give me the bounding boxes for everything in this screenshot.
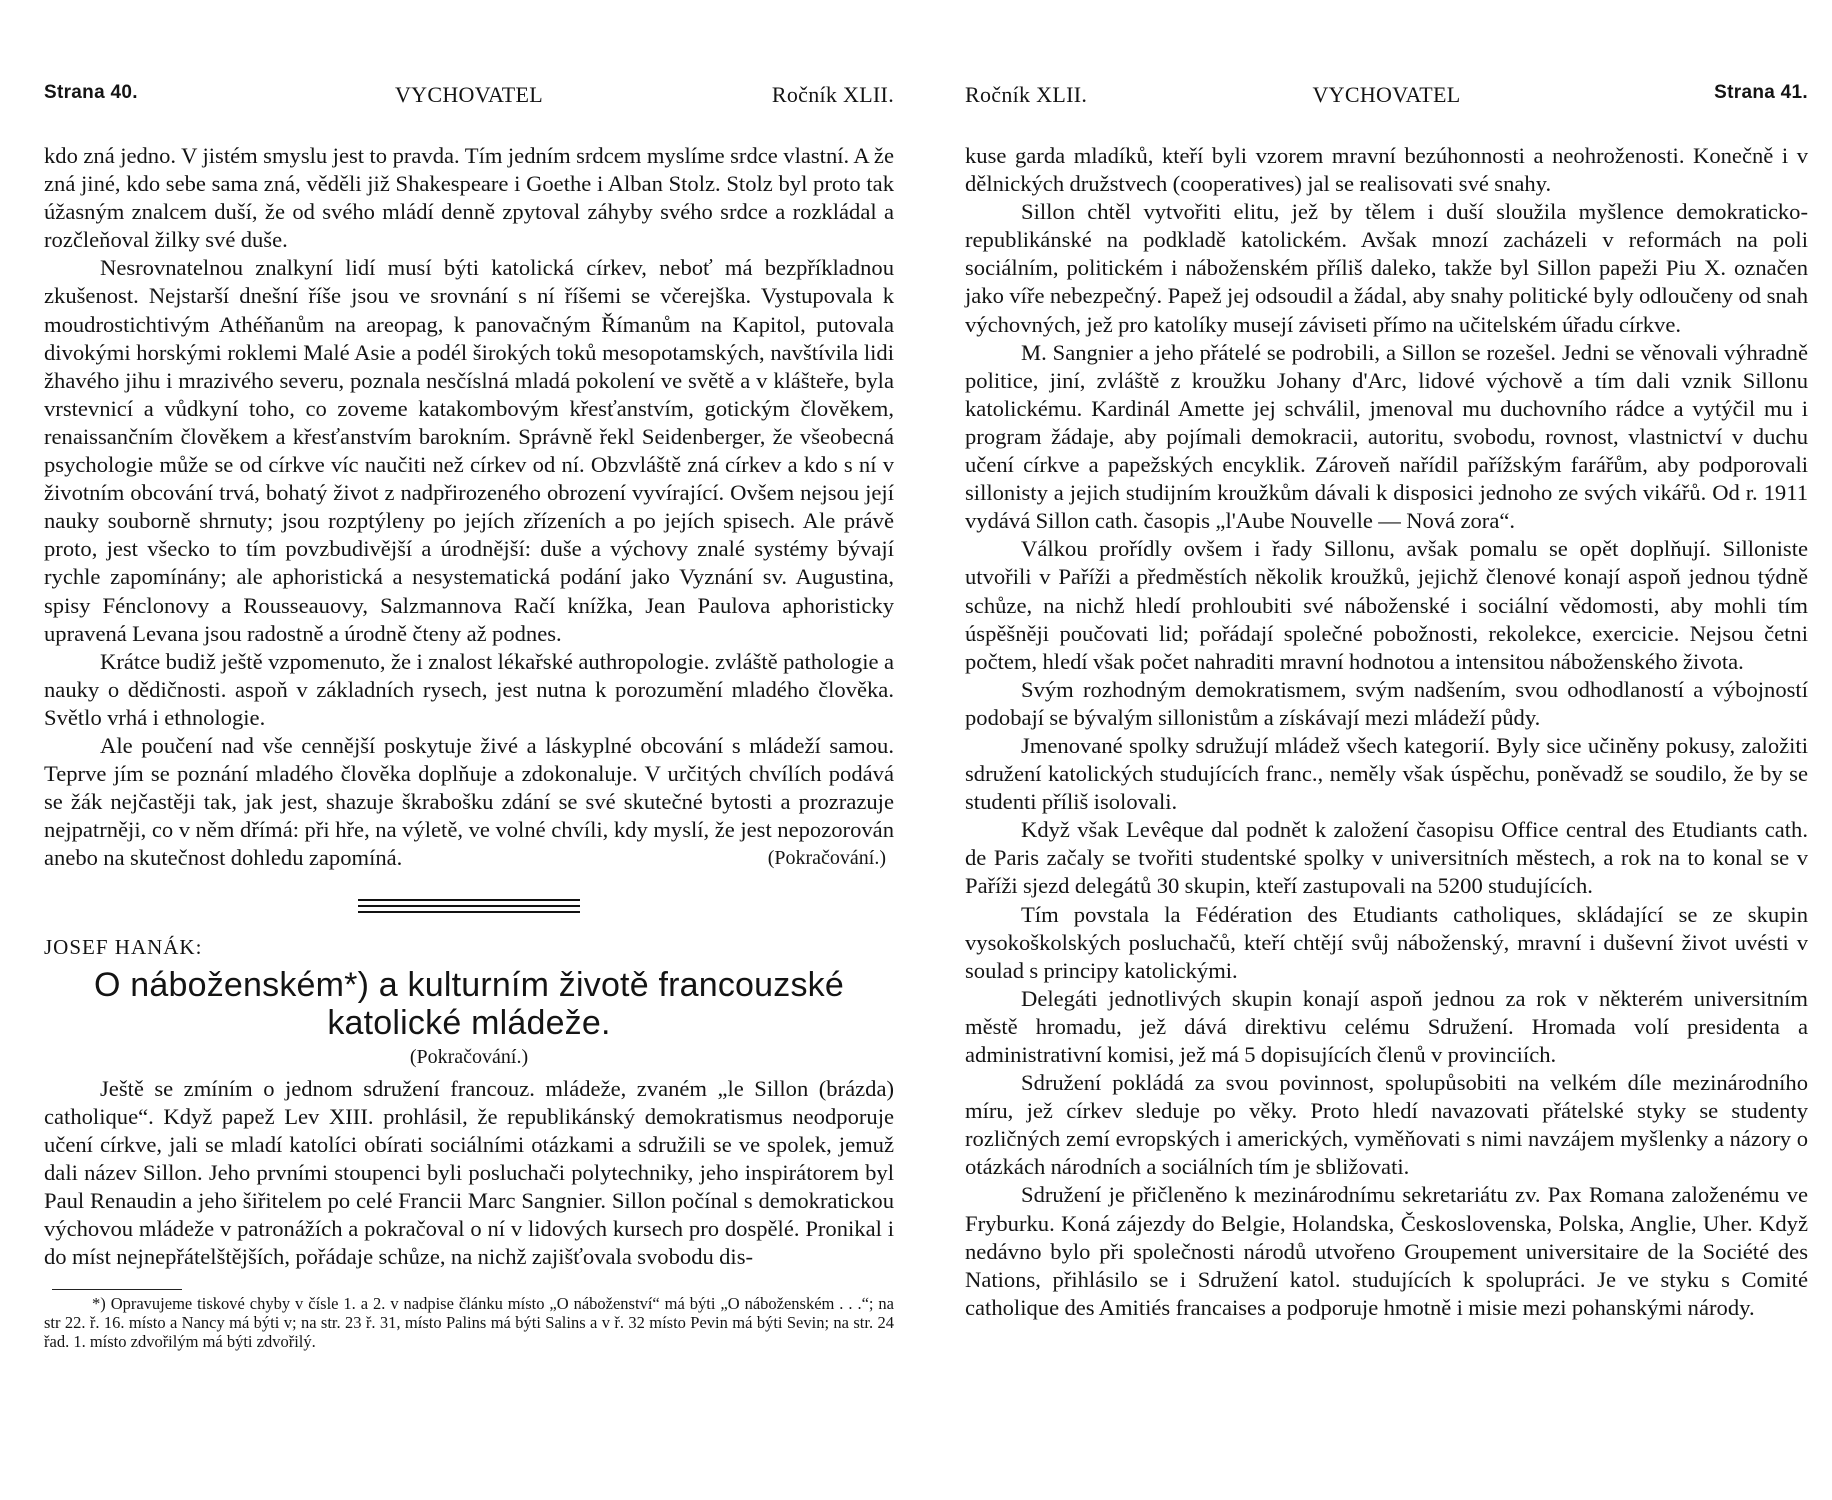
article-author: JOSEF HANÁK: [44,934,203,959]
paragraph: Tím povstala la Fédération des Etudiants catholiques, skládající se ze skupin vysokoškolských posluchačů, kteří chtějí svůj náboženský, mravní i duševní život uvésti v soulad s principy katolickými. [965,901,1808,983]
paragraph: Válkou prořídly ovšem i řady Sillonu, avšak pomalu se opět doplňují. Silloniste utvořili v Paříži a předměstích několik kroužků, jejichž členové konají aspoň jednou týdně schůze, na nichž hledí prohloubiti své náboženské i sociální vědomosti, aby mohli tím úspěšněji poučovati lid; pořádají společné pobožnosti, rekolekce, exercicie. Nejsou četni počtem, hledí však počet nahraditi mravní hodnotou a intensitou náboženského života. [965,536,1808,674]
paragraph: M. Sangnier a jeho přátelé se podrobili, a Sillon se rozešel. Jedni se věnovali výhradně politice, jiní, zvláště z kroužku Johany d'Arc, lidové výchově a tím dali vznik Sillonu katolickému. Kardinál Amette jej schválil, jmenoval mu duchovního rádce a vytýčil mu i program žádaje, aby pojímali demokracii, autoritu, svobodu, rovnost, vlastnictví v duchu učení církve a papežských encyklik. Zároveň nařídil pařížským farářům, aby podporovali sillonisty a jejich studijním kroužkům dávali k disposici jednoho ze svých vikářů. Od r. 1911 vydává Sillon cath. časopis „l'Aube Nouvelle — Nová zora“. [965,339,1808,534]
paragraph: kuse garda mladíků, kteří byli vzorem mravní bezúhonnosti a neohroženosti. Konečně i v dělnických družstvech (cooperatives) jal se realisovati své snahy. [965,143,1808,197]
paragraph: Delegáti jednotlivých skupin konají aspoň jednou za rok v některém universitním městě hromadu, jež dává direktivu celému Sdružení. Hromada volí presidenta a administrativní komisi, jež má 5 dopisujících členů v provinciích. [965,985,1808,1067]
right-page [965,0,1808,1500]
paragraph: Krátce budiž ještě vzpomenuto, že i znalost lékařské authropologie. zvláště pathologie a nauky o dědičnosti. aspoň v základních rysech, jest nutna k porozumění mladého člověka. Světlo vrhá i ethnologie. [44,648,894,730]
journal-title: VYCHOVATEL [394,82,544,107]
article-text [44,1075,894,1272]
paragraph: Sdružení je přičleněno k mezinárodnímu sekretariátu zv. Pax Romana založenému ve Fryburku. Koná zájezdy do Belgie, Holandska, Československa, Polska, Anglie, Uher. Když nedávno bylo při společnosti národů utvořeno Groupement universitaire de la Société des Nations, přihlásilo se i Sdružení katol. studujících k spolupráci. Je ve styku s Comité catholique des Amitiés francaises a podporuje hmotně i misie mezi pohanskými národy. [965,1182,1808,1320]
page-number: Strana 41. [1714,82,1808,103]
paragraph: Ale poučení nad vše cennější poskytuje živé a láskyplné obcování s mládeží samou. Teprve jím se poznání mladého člověka doplňuje a zdokonaluje. V určitých chvílích podává se žák nejčastěji tak, jak jest, shazuje škrabošku zdání se své skutečné bytosti a prozrazuje nejpatrněji, co v něm dřímá: při hře, na výletě, ve volné chvíli, kdy myslí, že jest nepozorován anebo na skutečnost dohledu zapomíná. [44,732,894,871]
page-number: Strana 40. [44,82,138,103]
article-continued: (Pokračování.) [409,1045,529,1068]
left-body [44,142,894,1351]
article-title: O náboženském*) a kulturním životě francouzské katolické mládeže. [94,965,844,1042]
continued-note: (Pokračování.) [767,847,886,870]
left-running-head [44,82,894,112]
paragraph: Ještě se zmíním o jednom sdružení francouz. mládeže, zvaném „le Sillon (brázda) catholique“. Když papež Lev XIII. prohlásil, že republikánský demokratismus neodporuje učení církve, jali se mladí katolíci obírati sociálními otázkami a sdružili se ve spolek, jemuž dali název Sillon. Jeho prvními stoupenci byli posluchači polytechniky, jeho inspirátorem byl Paul Renaudin a jeho šiřitelem po celé Francii Marc Sangnier. Sillon počínal s demokratickou výchovou mládeže v patronážích a pokračoval o ní v lidových kursech pro dospělé. Pronikal i do míst nejnepřátelštějších, pořádaje schůze, na nichž zajišťovala svobodu dis- [44,1075,894,1270]
paragraph: Jmenované spolky sdružují mládež všech kategorií. Byly sice učiněny pokusy, založiti sdružení katolických studujících franc., neměly však úspěchu, poněvadž se soudilo, že by se studenti příliš isolovali. [965,732,1808,815]
paragraph: Sillon chtěl vytvořiti elitu, jež by tělem i duší sloužila myšlence demokraticko-republikánské na podkladě katolickém. Avšak mnozí zacházeli v reformách na poli sociálním, politickém i náboženském příliš daleko, takže byl Sillon papeži Piu X. označen jako víře nebezpečný. Papež jej odsoudil a žádal, aby snahy politické byly odloučeny od snah výchovných, jež pro katolíky musejí záviseti přímo na učitelském úřadu církve. [965,199,1808,337]
right-running-head [965,82,1808,112]
footnote-text: *) Opravujeme tiskové chyby v čísle 1. a 2. v nadpise článku místo „O náboženství“ má býti „O náboženském . . .“; na str 22. ř. 16. místo a Nancy má býti v; na str. 23 ř. 31, místo Palins má býti Salins a v ř. 32 místo Pevin má býti Sevin; na str. 24 řad. 1. místo zdvořilým má býti zdvořilý. [44,1294,894,1352]
paragraph: Sdružení pokládá za svou povinnost, spolupůsobiti na velkém díle mezinárodního míru, jež církev sleduje po věky. Proto hledí navazovati přátelské styky se studenty rozličných zemí evropských i amerických, vyměňovati s nimi navzájem myšlenky a názory o otázkách národních a sociálních tím je sbližovati. [965,1070,1808,1180]
paragraph: Svým rozhodným demokratismem, svým nadšením, svou odhodlaností a výbojností podobají se bývalým sillonistům a získávají mezi mládeží půdy. [965,676,1808,730]
right-text [965,142,1808,1322]
footnote-rule [52,1289,182,1290]
volume-label: Ročník XLII. [965,82,1088,107]
left-page [44,0,894,1500]
paragraph: Když však Levêque dal podnět k založení časopisu Office central des Etudiants cath. de Paris začaly se tvořiti studentské spolky v universitních městech, a rok na to konal se v Paříži sjezd delegátů 30 skupin, kteří zastupovali na 5200 studujících. [965,817,1808,899]
paragraph: kdo zná jedno. V jistém smyslu jest to pravda. Tím jedním srdcem myslíme srdce vlastní. A že zná jiné, kdo sebe sama zná, věděli již Shakespeare i Goethe i Alban Stolz. Stolz byl proto tak úžasným znalcem duší, že od svého mládí denně zpytoval záhyby svého srdce a rozkládal a rozčleňoval žilky své duše. [44,143,894,253]
footnote [44,1294,894,1351]
section-divider [358,899,580,913]
paragraph: Nesrovnatelnou znalkyní lidí musí býti katolická církev, neboť má bezpříkladnou zkušenost. Nejstarší dnešní říše jsou ve srovnání s ní říšemi se včerejška. Vystupovala k moudrostichtivým Athéňanům na areopag, k panovačným Římanům na Kapitol, putovala divokými horskými roklemi Malé Asie a podél širokých toků mesopotamských, navštívila lidi žhavého jihu i mrazivého severu, poznala nesčíslná mladá pokolení ve světě a v klášteře, byla vrstevnicí a vůdkyní toho, co zoveme katakombovým křesťanstvím, gotickým člověkem, renaissančním člověkem a křesťanstvím barokním. Správně řekl Seidenberger, že všeobecná psychologie může se od církve víc naučiti než církev od ní. Obzvláště zná církev a kdo s ní v životním obcování trvá, bohatý život z nadpřirozeného obrození vyvírající. Ovšem nejsou její nauky souborně shrnuty; jsou rozptýleny po jejích zřízeních a po jejích spisech. Ale právě proto, jest všecko to tím povzbudivější a úrodnější: duše a výchovy znalé systémy bývají rychle zapomínány; ale aphoristická a nesystematická podání jako Vyznání sv. Augustina, spisy Fénclonovy a Rousseauovy, Salzmannova Račí knížka, Jean Paulova aphoristicky upravená Levana jsou radostně a úrodně čteny až podnes. [44,255,894,646]
right-body [965,142,1808,1322]
journal-title: VYCHOVATEL [1312,82,1461,107]
volume-label: Ročník XLII. [771,82,894,107]
left-text [44,142,894,873]
